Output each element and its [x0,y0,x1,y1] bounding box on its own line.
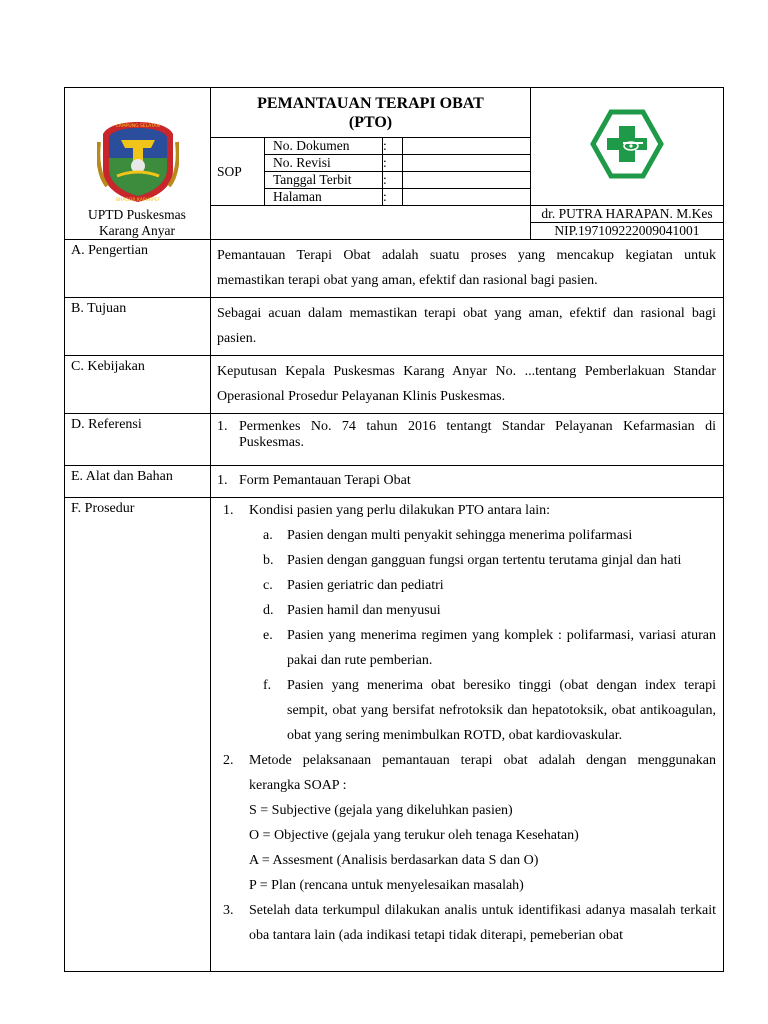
sub-item: e. Pasien yang menerima regimen yang komplek : polifarmasi, variasi aturan pakai dan rute pemberian. [263,628,716,668]
sub-item: a. Pasien dengan multi penyakit sehingga menerima polifarmasi [263,528,633,543]
section-text: Keputusan Kepala Puskesmas Karang Anyar No. ...tentang Pemberlakuan Standar Operasional Prosedur Pelayanan Klinis Puskesmas. [211,356,724,414]
meta-value-tanggal [403,172,531,189]
signer-name: dr. PUTRA HARAPAN. M.Kes [531,206,723,223]
sub-item: f. Pasien yang menerima obat beresiko tinggi (obat dengan index terapi sempit, obat yang bersifat nefrotoksik dan hepatotoksik, obat antikoagulan, obat yang sering menimbulkan ROTD, obat kardiovaskular. [263,678,716,743]
meta-label-dokumen: No. Dokumen [265,138,383,155]
section-label: E. Alat dan Bahan [65,466,211,498]
svg-text:BHAGOR KAPURPEF: BHAGOR KAPURPEF [115,198,160,203]
list-item: 1. Permenkes No. 74 tahun 2016 tentangt Standar Pelayanan Kefarmasian di Puskesmas. [217,419,716,450]
soap-line: A = Assesment (Analisis berdasarkan data S dan O) [249,853,539,868]
soap-line: S = Subjective (gejala yang dikeluhkan pasien) [249,803,513,818]
section-pengertian [65,240,724,298]
list-item: 1. Form Pemantauan Terapi Obat [217,473,411,488]
section-referensi [65,414,724,466]
meta-value-revisi [403,155,531,172]
meta-label-halaman: Halaman [265,189,383,206]
section-kebijakan [65,356,724,414]
section-text: Pemantauan Terapi Obat adalah suatu proses yang mencakup kegiatan untuk memastikan terapi obat yang aman, efektif dan rasional bagi pasien. [211,240,724,298]
document-title: PEMANTAUAN TERAPI OBAT (PTO) [211,88,531,138]
section-label: D. Referensi [65,414,211,466]
section-label: C. Kebijakan [65,356,211,414]
sub-item: b. Pasien dengan gangguan fungsi organ tertentu terutama ginjal dan hati [263,553,682,568]
signer-nip: NIP.197109222009041001 [554,223,700,238]
section-label: B. Tujuan [65,298,211,356]
sub-item: c. Pasien geriatric dan pediatri [263,578,444,593]
soap-line: P = Plan (rencana untuk menyelesaikan masalah) [249,878,524,893]
section-alat [65,466,724,498]
procedure-item: 1. Kondisi pasien yang perlu dilakukan PTO antara lain: a. Pasien dengan multi penyakit sehingga menerima polifarmasi b. Pasien dengan gangguan fungsi organ tertentu terutama ginjal dan hati c. Pasien geriatric dan pediatri d. Pasien hamil dan menyusui e. Pasien yang menerima regimen yang komplek : polifarmasi, variasi aturan pakai dan rute pemberian. f. Pasien yang menerima obat beresiko tinggi (obat dengan index terapi sempit, obat yang bersifat nefrotoksik dan hepatotoksik, obat antikoagulan, obat yang sering menimbulkan ROTD, obat kardiovaskular. [217,498,716,748]
section-tujuan [65,298,724,356]
puskesmas-logo-icon [589,108,665,180]
unit-name: UPTD Puskesmas Karang Anyar [88,207,186,238]
sop-label: SOP [211,138,265,206]
section-prosedur [65,498,724,972]
meta-label-tanggal: Tanggal Terbit [265,172,383,189]
svg-text:LAMPUNG SELATAN: LAMPUNG SELATAN [115,124,160,129]
document-header: LAMPUNG SELATAN BHAGOR KAPURPEF PEMANTAUAN TERAPI OBAT (PTO) SOP No. Dokumen : No. Revisi : Tanggal Terbit : Halaman : dr. PUTRA HARAPAN. M.Kes NIP.197109222009041001 [64,87,724,240]
sub-item: d. Pasien hamil dan menyusui [263,603,441,618]
signature-block [531,206,724,240]
puskesmas-logo-cell [531,88,724,206]
procedure-item: 2. Metode pelaksanaan pemantauan terapi obat adalah dengan menggunakan kerangka SOAP : S = Subjective (gejala yang dikeluhkan pasien) O = Objective (gejala yang terukur oleh tenaga Kesehatan) A = Assesment (Analisis berdasarkan data S dan O) P = Plan (rencana untuk menyelesaikan masalah) [217,748,716,898]
section-label: A. Pengertian [65,240,211,298]
soap-line: O = Objective (gejala yang terukur oleh tenaga Kesehatan) [249,828,579,843]
regency-emblem-icon [97,118,179,204]
meta-label-revisi: No. Revisi [265,155,383,172]
header-blank-cell [211,206,531,240]
sop-document [64,87,723,972]
section-label: F. Prosedur [65,498,211,972]
meta-value-dokumen [403,138,531,155]
meta-value-halaman [403,189,531,206]
sop-sections [64,239,724,972]
section-text: Sebagai acuan dalam memastikan terapi obat yang aman, efektif dan rasional bagi pasien. [211,298,724,356]
procedure-item: 3. Setelah data terkumpul dilakukan analis untuk identifikasi adanya masalah terkait oba tantara lain (ada indikasi tetapi tidak diterapi, pemeberian obat [223,903,716,943]
